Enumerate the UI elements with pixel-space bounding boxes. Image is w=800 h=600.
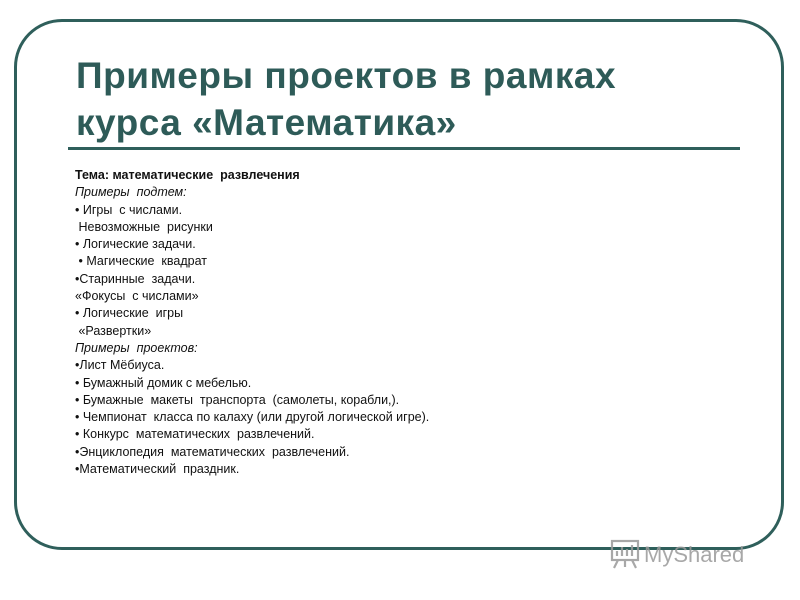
title-underline [68,147,740,150]
myshared-logo [609,536,759,572]
subtopic-item: • Логические задачи. [75,237,196,252]
subtopic-item: •Старинные задачи. [75,271,196,286]
projects-heading: Примеры проектов: [75,340,198,355]
subtopic-item: • Магические квадрат [75,254,208,269]
slide-title-line-2: курса «Математика» [76,102,457,143]
project-item: •Лист Мёбиуса. [75,358,165,373]
project-item: • Бумажные макеты транспорта (самолеты, корабли,). [75,392,400,407]
slide-title [76,52,756,146]
slide-title-line-1: Примеры проектов в рамках [76,55,617,96]
subtopic-item: Невозможные рисунки [75,219,213,234]
slide-content [75,167,735,478]
watermark-text: MyShared [644,542,745,567]
project-item: •Математический праздник. [75,462,240,477]
project-item: • Конкурс математических развлечений. [75,427,315,442]
project-item: • Бумажный домик с мебелью. [75,375,252,390]
subtopics-heading: Примеры подтем: [75,185,187,200]
project-item: •Энциклопедия математических развлечений. [75,444,350,459]
project-item: • Чемпионат класса по калаху (или другой логической игре). [75,410,430,425]
presentation-board-icon [612,541,638,568]
subtopic-item: • Логические игры [75,306,184,321]
subtopic-item: «Фокусы с числами» [75,289,199,304]
topic-heading: Тема: математические развлечения [75,168,300,182]
myshared-watermark [609,536,759,572]
subtopic-item: • Игры с числами. [75,202,183,217]
subtopic-item: «Развертки» [75,323,152,338]
